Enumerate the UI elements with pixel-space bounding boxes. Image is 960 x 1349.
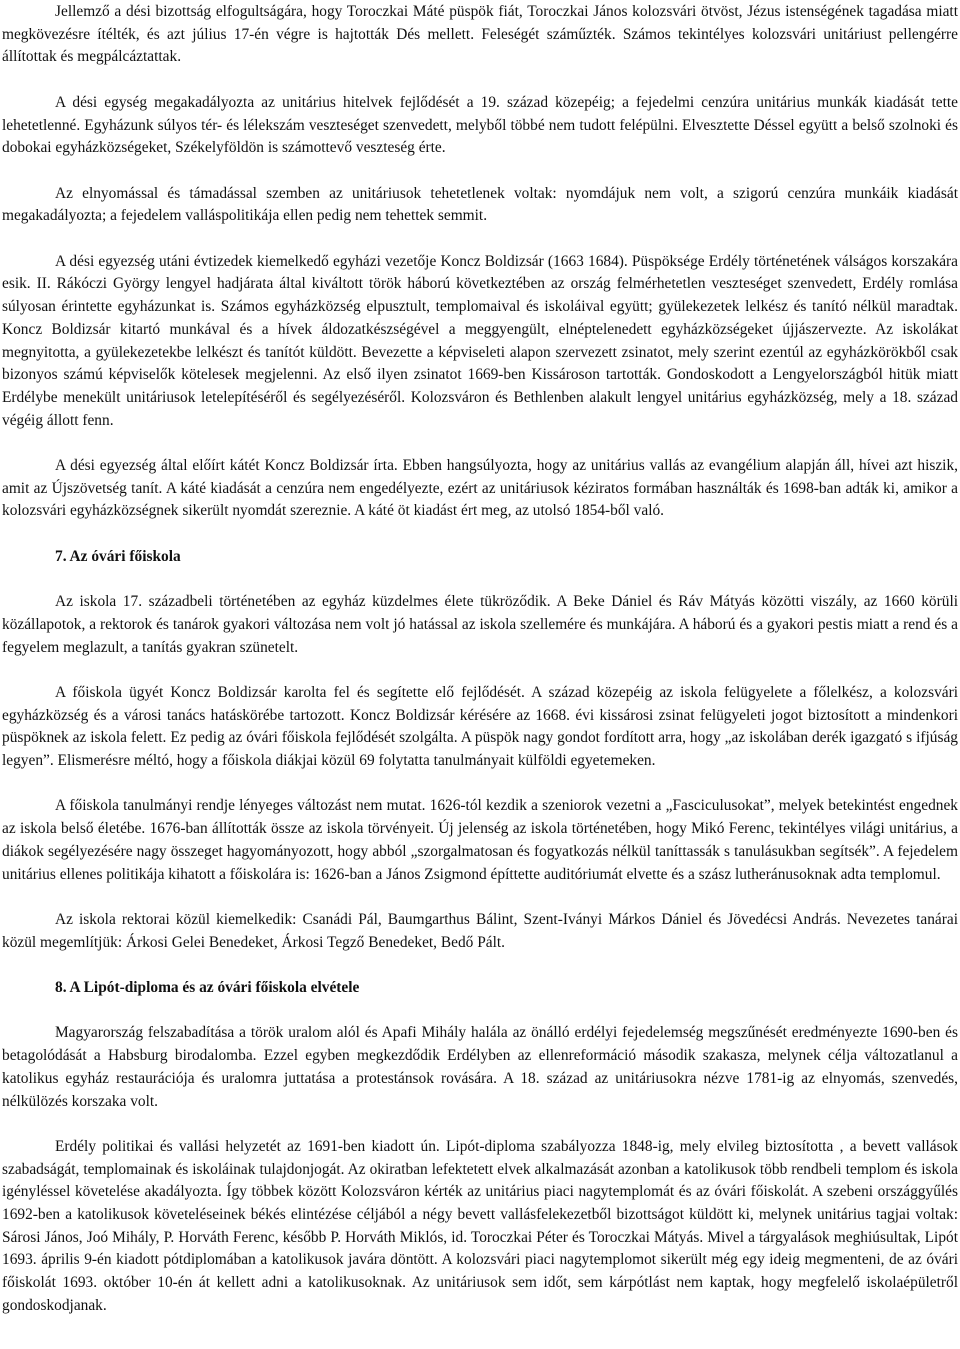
paragraph: A dési egyezség utáni évtizedek kiemelkedő egyházi vezetője Koncz Boldizsár (1663 1684). Püspöksége Erdély történetének válságos korszakára esik. II. Rákóczi György lengyel hadjárata által kiváltott török háború következtében az ország felmérhetetlen veszteséget szenvedett, Erdély romlása súlyosan érintette egyházunkat is. Számos egyházközség elpusztult, templomaival és iskoláival együtt; gyülekezetek lelkész és tanító nélkül maradtak. Koncz Boldizsár kitartó munkával és a hívek áldozatkészségével a meggyengült, elnéptelenedett egyházközségeket újjászervezte. Az iskolákat megnyitotta, a gyülekezetekbe lelkészt és tanítót küldött. Bevezette a képviseleti alapon szervezett zsinatot, mely szerint ezentúl az egyházkörökből csak bizonyos számú képviselők kötelesek megjelenni. Az első ilyen zsinatot 1669-ben Kissároson tartották. Gondoskodott a Lengyelországból hitük miatt Erdélybe menekült unitáriusok letelepítéséről és segélyezéséről. Kolozsváron és Bethlenben alakult lengyel unitárius egyházközség, mely a 18. század végéig állott fenn. xyxy=(2,252,958,429)
paragraph: Erdély politikai és vallási helyzetét az 1691-ben kiadott ún. Lipót-diploma szabályozza 1848-ig, mely elvileg biztosította , a bevett vallások szabadságát, templomainak és iskoláinak tulajdonjogát. Az okiratban lefektetett elvek alkalmazását azonban a katolikusok több rendbeli templom és iskola igényléssel követelése akadályozta. Így többek között Kolozsváron kérték az unitárius piaci nagytemplomát és az óvári főiskolát. A szebeni országgyűlés 1692-ben a katolikusok követeléseinek békés elintézése céljából a négy bevett vallásfelekezetből bizottságot küldött ki, melynek unitárius tagjai voltak: Sárosi János, Joó Mihály, P. Horváth Ferenc, később P. Horváth Miklós, id. Toroczkai Péter és Toroczkai Mátyás. Mivel a tárgyalások meghiúsultak, Lipót 1693. április 9-én kiadott pótdiplomában a katolikusok javára döntött. A kolozsvári piaci nagytemplomot sikerült még egy ideig megmenteni, de az óvári főiskolát 1693. október 10-én át kellett adni a katolikusoknak. Az unitáriusok sem időt, sem kárpótlást nem kaptak, hogy megfelelő iskolaépületről gondoskodjanak. xyxy=(2,1137,958,1314)
paragraph: A főiskola tanulmányi rendje lényeges változást nem mutat. 1626-tól kezdik a szeniorok vezetni a „Fasciculusokat”, melyek betekintést engednek az iskola belső életébe. 1676-ban állították össze az iskola törvényeit. Új jelenség az iskola történetében, hogy Mikó Ferenc, tekintélyes világi unitárius, a diákok segélyezésére nagy összeget hagyományozott, hogy abból „szorgalmatosan és fogyatkozás nélkül taníttassák s tanulásukban segítsék”. A fejedelem unitárius ellenes politikája kihatott a főiskolára is: 1626-ban a János Zsigmond építtette auditóriumát elvette és a szász lutheránusoknak adta templomul. xyxy=(2,797,958,883)
paragraph: Jellemző a dési bizottság elfogultságára, hogy Toroczkai Máté püspök fiát, Toroczkai János kolozsvári ötvöst, Jézus istenségének tagadása miatt megkövezésre ítélték, és azt július 17-én végre is hajtották Dés mellett. Feleségét száműzték. Számos tekintélyes kolozsvári unitáriust pellengérre állítottak és megpálcáztattak. xyxy=(2,3,958,66)
paragraph: Magyarország felszabadítása a török uralom alól és Apafi Mihály halála az önálló erdélyi fejedelemség megszűnését eredményezte 1690-ben és betagolódását a Habsburg birodalomba. Ezzel egyben megkezdődik Erdélyben az ellenreformáció második szakasza, melynek célja változatlanul a katolikus egyház restaurációja és uralomra juttatása a protestánsok rovására. A 18. század az unitáriusokra nézve 1781-ig az elnyomás, szenvedés, nélkülözés korszaka volt. xyxy=(2,1024,958,1110)
section-heading: 8. A Lipót-diploma és az óvári főiskola elvétele xyxy=(55,979,360,997)
paragraph: Az elnyomással és támadással szemben az unitáriusok tehetetlenek voltak: nyomdájuk nem volt, a szigorú cenzúra munkáik kiadását megakadályozta; a fejedelem valláspolitikája ellen pedig nem tehettek semmit. xyxy=(2,184,958,225)
paragraph: A dési egység megakadályozta az unitárius hitelvek fejlődését a 19. század közepéig; a fejedelmi cenzúra unitárius munkák kiadását tette lehetetlenné. Egyházunk súlyos tér- és lélekszám veszteséget szenvedett, melyből többé nem tudott felépülni. Elvesztette Déssel együtt a belső szolnoki és dobokai egyházközségeket, Székelyföldön is számottevő veszteség érte. xyxy=(2,93,958,157)
paragraph: Az iskola 17. századbeli történetében az egyház küzdelmes élete tükröződik. A Beke Dániel és Ráv Mátyás közötti viszály, az 1660 körüli közállapotok, a rektorok és tanárok gyakori változása nem volt jó hatással az iskola szellemére és munkájára. A háború és a gyakori pestis miatt a rend és a fegyelem meglazult, a tanítás gyakran szünetelt. xyxy=(2,593,958,656)
paragraph: A főiskola ügyét Koncz Boldizsár karolta fel és segítette elő fejlődését. A század közepéig az iskola felügyelete a főlelkész, a kolozsvári egyházközség és a városi tanács hatáskörébe tartozott. Koncz Boldizsár kérésére az 1668. évi kissárosi zsinat felügyeleti jogot biztosított a mindenkori püspöknek az iskola felett. Ez pedig az óvári főiskola fejlődését szolgálta. A püspök nagy gondot fordított arra, hogy „az iskolában derék igazgató s ifjúság legyen”. Elismerésre méltó, hogy a főiskola diákjai közül 69 folytatta tanulmányait külföldi egyetemeken. xyxy=(2,683,958,770)
section-heading: 7. Az óvári főiskola xyxy=(55,547,181,565)
paragraph: Az iskola rektorai közül kiemelkedik: Csanádi Pál, Baumgarthus Bálint, Szent-Iványi Márkos Dániel és Jövedécsi András. Nevezetes tanárai közül megemlítjük: Árkosi Gelei Benedeket, Árkosi Tegző Benedeket, Bedő Pált. xyxy=(2,910,958,951)
paragraph: A dési egyezség által előírt kátét Koncz Boldizsár írta. Ebben hangsúlyozta, hogy az unitárius vallás az evangélium alapján áll, hívei azt hiszik, amit az Újszövetség tanít. A káté kiadását a cenzúra nem engedélyezte, ezért az unitáriusok kéziratos formában használták és 1698-ban adták ki, amikor a kolozsvári egyházközségnek sikerült nyomdát szereznie. A káté öt kiadást ért meg, az utolsó 1854-ből való. xyxy=(2,457,958,520)
